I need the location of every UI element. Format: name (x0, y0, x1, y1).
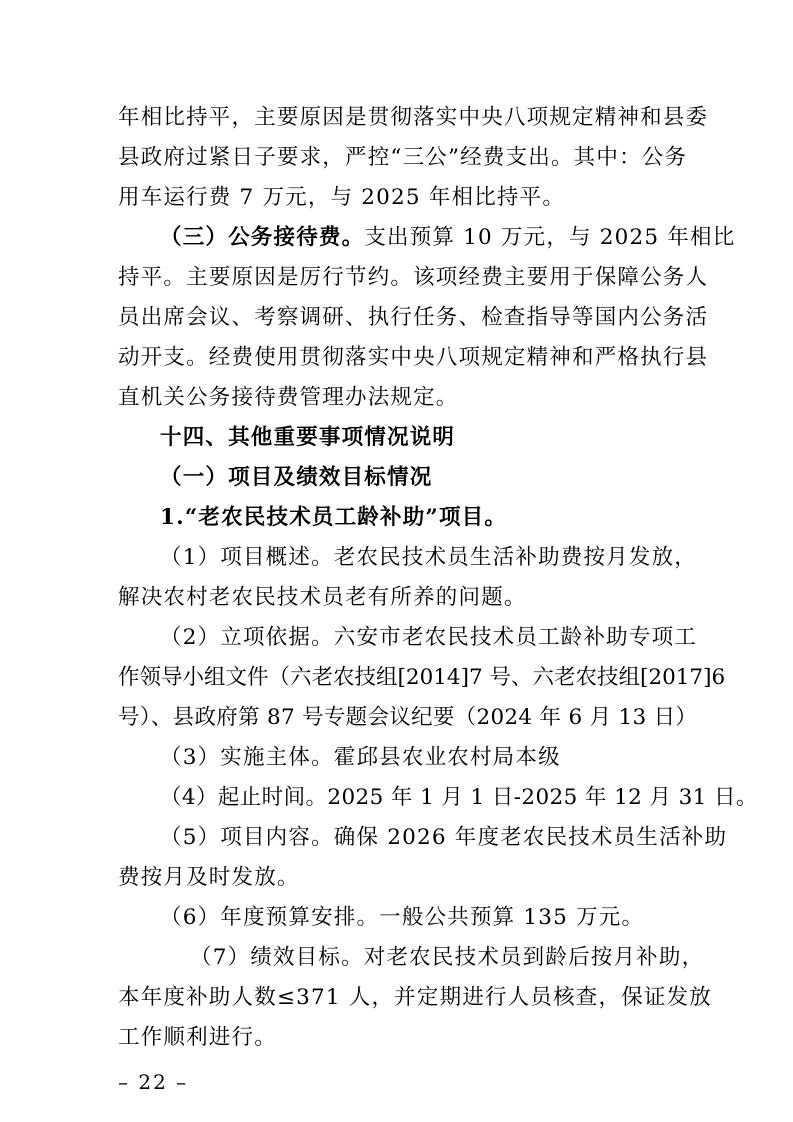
paragraph-line: （5）项目内容。确保 2026 年度老农民技术员生活补助 (160, 825, 728, 850)
item-heading: 1.“老农民技术员工龄补助”项目。 (160, 505, 508, 530)
paragraph-line: 年相比持平，主要原因是贯彻落实中央八项规定精神和县委 (118, 105, 709, 130)
paragraph-line: 号）、县政府第 87 号专题会议纪要（2024 年 6 月 13 日） (118, 705, 698, 730)
paragraph-line: 动开支。经费使用贯彻落实中央八项规定精神和严格执行县 (118, 345, 709, 370)
paragraph-text: 支出预算 10 万元，与 2025 年相比 (364, 225, 736, 250)
paragraph-line: 用车运行费 7 万元，与 2025 年相比持平。 (118, 185, 566, 210)
paragraph-line: 本年度补助人数≤371 人，并定期进行人员核查，保证发放 (118, 985, 712, 1010)
paragraph-line: 作领导小组文件（六老农技组[2014]7 号、六老农技组[2017]6 (118, 665, 726, 690)
paragraph-line: （1）项目概述。老农民技术员生活补助费按月发放， (160, 545, 697, 570)
paragraph-line: 县政府过紧日子要求，严控“三公”经费支出。其中：公务 (118, 145, 688, 170)
paragraph-line: 工作顺利进行。 (118, 1025, 277, 1050)
section-heading: 十四、其他重要事项情况说明 (160, 425, 456, 450)
subsection-heading: （一）项目及绩效目标情况 (160, 465, 433, 490)
paragraph-line: 直机关公务接待费管理办法规定。 (118, 385, 459, 410)
paragraph-line: 持平。主要原因是厉行节约。该项经费主要用于保障公务人 (118, 265, 709, 290)
paragraph-line: 解决农村老农民技术员老有所养的问题。 (118, 585, 527, 610)
paragraph-line: （7）绩效目标。对老农民技术员到龄后按月补助， (190, 945, 705, 970)
paragraph-line (160, 223, 736, 253)
section-heading-inline: （三）公务接待费。 (160, 225, 365, 250)
paragraph-line: （4）起止时间。2025 年 1 月 1 日-2025 年 12 月 31 日。 (160, 785, 758, 810)
paragraph-line: （6）年度预算安排。一般公共预算 135 万元。 (160, 905, 645, 930)
page-number: – 22 – (118, 1070, 189, 1094)
paragraph-line: 员出席会议、考察调研、执行任务、检查指导等国内公务活 (118, 305, 709, 330)
paragraph-line: 费按月及时发放。 (118, 865, 300, 890)
paragraph-line: （3）实施主体。霍邱县农业农村局本级 (160, 745, 561, 770)
paragraph-line: （2）立项依据。六安市老农民技术员工龄补助专项工 (160, 625, 697, 650)
